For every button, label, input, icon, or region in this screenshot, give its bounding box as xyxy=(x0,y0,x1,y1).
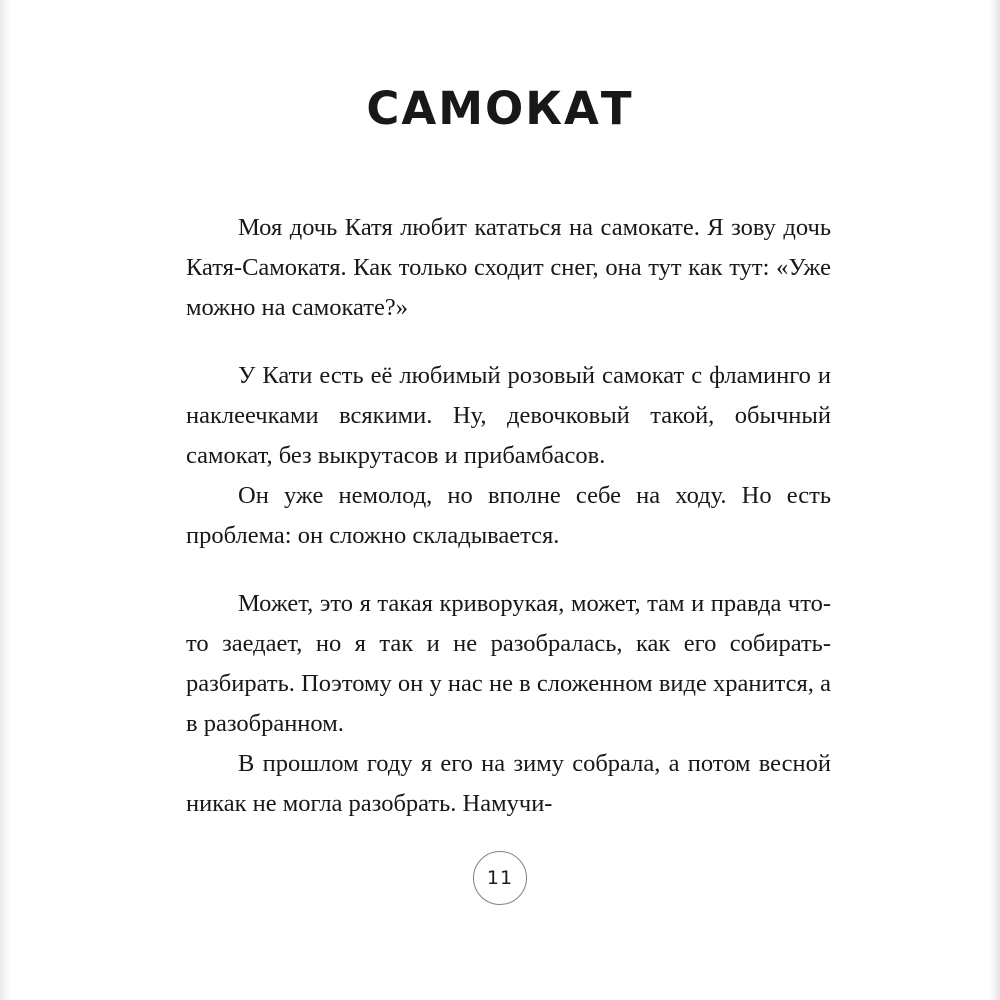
chapter-title: САМОКАТ xyxy=(366,82,634,136)
paragraph: В прошлом году я его на зиму собрала, а потом весной никак не могла разобрать. Намучи- xyxy=(186,750,831,817)
paragraph: Может, это я такая криворукая, может, там и правда что-то заедает, но я так и не разобралась, как его собирать-разбирать. Поэтому он у нас не в сложенном виде хранится, а в разобранном. xyxy=(186,590,831,737)
paragraph: Он уже немолод, но вполне себе на ходу. Но есть проблема: он сложно складывается. xyxy=(186,482,831,549)
page-left-edge-shading xyxy=(0,0,10,1000)
paragraph: Моя дочь Катя любит кататься на самокате. Я зову дочь Катя-Самокатя. Как только сходит снег, она тут как тут: «Уже можно на самокате?» xyxy=(186,214,831,321)
page-number: 11 xyxy=(486,867,514,889)
page-right-edge-shading xyxy=(990,0,1000,1000)
paragraph: У Кати есть её любимый розовый самокат с фламинго и наклеечками всякими. Ну, девочковый такой, обычный самокат, без выкрутасов и прибамбасов. xyxy=(186,362,831,469)
body-text xyxy=(186,208,831,824)
page-number-badge xyxy=(473,851,527,905)
